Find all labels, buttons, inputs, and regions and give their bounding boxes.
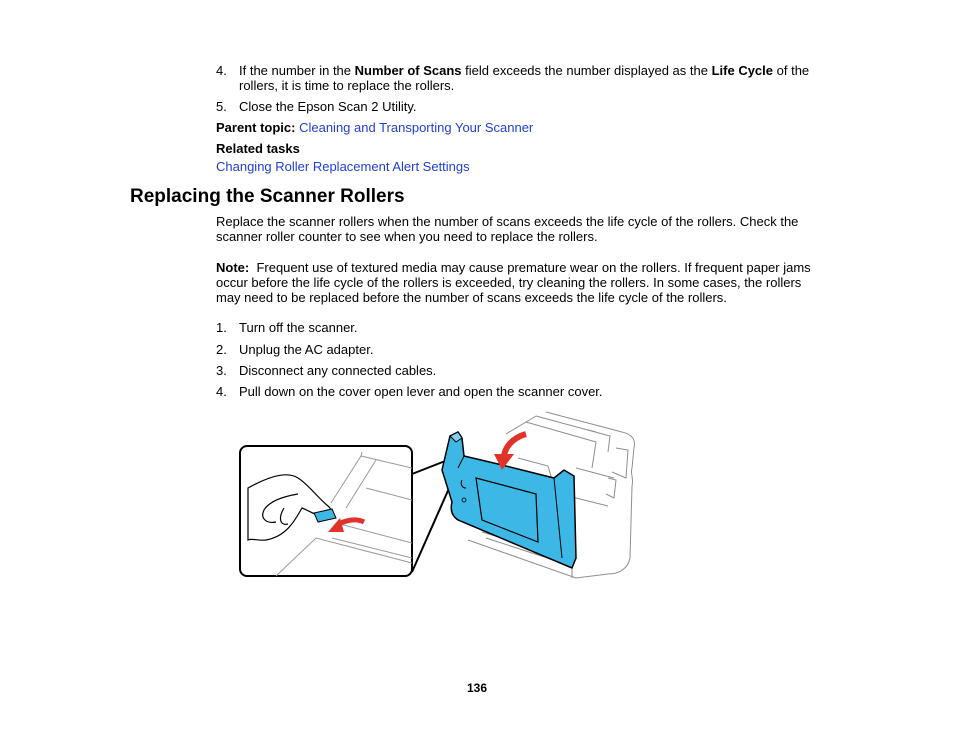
note-label: Note: [216, 260, 250, 275]
step-text: Pull down on the cover open lever and open the scanner cover. [239, 384, 603, 399]
page-number: 136 [466, 681, 488, 695]
step-number: 1. [216, 320, 227, 335]
note-text: Frequent use of textured media may cause premature wear on the rollers. If frequent paper jams occur before the life cycle of the rollers is exceeded, try cleaning the rollers. In some cases, the rollers may need to be replaced before the number of scans exceeds the life cycle of the rollers. [216, 260, 811, 305]
scanner-cover-illustration [236, 408, 648, 584]
step-text: Close the Epson Scan 2 Utility. [239, 99, 417, 114]
zoom-inset [240, 446, 412, 576]
related-task-link[interactable]: Changing Roller Replacement Alert Settings [216, 159, 470, 174]
step-number: 4. [216, 63, 227, 78]
related-tasks [216, 159, 816, 174]
step-number: 4. [216, 384, 227, 399]
step-text: If the number in the Number of Scans field exceeds the number displayed as the Life Cycle of the rollers, it is time to replace the rollers. [239, 63, 810, 93]
parent-topic-link[interactable]: Cleaning and Transporting Your Scanner [299, 120, 534, 135]
section-intro: Replace the scanner rollers when the number of scans exceeds the life cycle of the rollers. Check the scanner roller counter to see when you need to replace the rollers. [216, 214, 799, 244]
step-text: Turn off the scanner. [239, 320, 358, 335]
step-number: 2. [216, 342, 227, 357]
step-number: 5. [216, 99, 227, 114]
note [216, 260, 816, 305]
section-title: Replacing the Scanner Rollers [130, 186, 405, 207]
parent-topic [216, 120, 816, 135]
related-tasks-heading: Related tasks [216, 141, 300, 156]
parent-topic-label: Parent topic: [216, 120, 296, 135]
step-number: 3. [216, 363, 227, 378]
scanner-cover [442, 432, 576, 568]
step-text: Disconnect any connected cables. [239, 363, 437, 378]
step-text: Unplug the AC adapter. [239, 342, 374, 357]
